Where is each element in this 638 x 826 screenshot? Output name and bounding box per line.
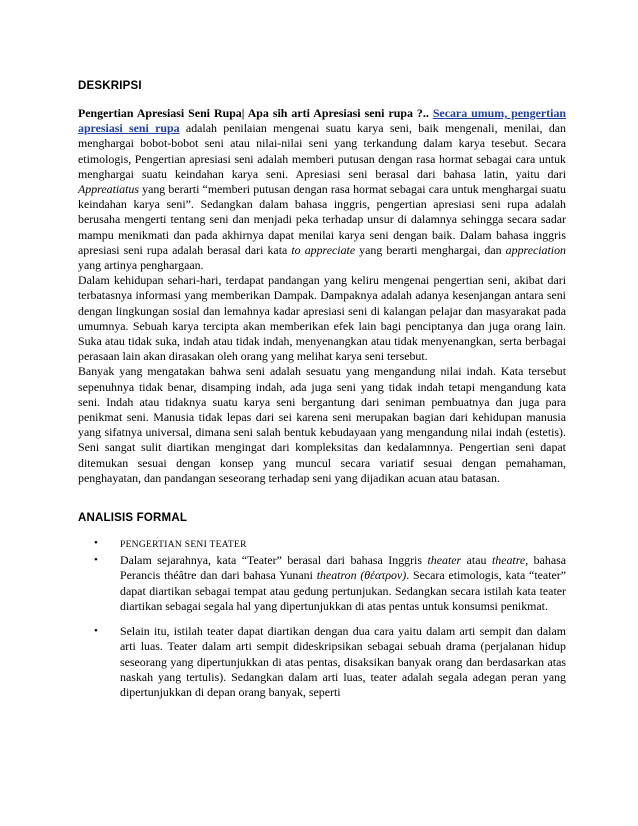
list-item bbox=[94, 624, 566, 700]
italic-to-appreciate: to appreciate bbox=[291, 242, 356, 257]
bullet-2-text-2: atau bbox=[461, 553, 492, 568]
bullet-1-text: PENGERTIAN SENI TEATER bbox=[120, 540, 247, 551]
list-item bbox=[94, 536, 566, 553]
bullet-3-text: Selain itu, istilah teater dapat diartikan dengan dua cara yaitu dalam arti sempit dan dalam arti luas. Teater dalam arti sempit dideskripsikan sebagai sebuah drama (perjalanan hidup seseorang yang dipertunjukkan di atas pentas, disaksikan banyak orang dan berdasarkan atas naskah yang tertulis). Sedangkan dalam arti luas, teater adalah segala adegan peran yang dipertunjukkan di depan orang banyak, seperti bbox=[120, 624, 566, 699]
hyperlink-secara-umum[interactable]: Secara umum, pengertian apresiasi seni rupa bbox=[78, 106, 566, 136]
bullet-icon: • bbox=[94, 537, 98, 550]
paragraph-1-text-2: yang berarti “memberi putusan dengan rasa hormat sebagai cara untuk menghargai suatu keindahan karya seni”. Sedangkan dalam bahasa inggris, pengertian apresiasi seni rupa adalah berusaha mengerti tentang seni dan menjadi peka terhadap unsur di dalamnya sehingga secara sadar mampu menikmati dan pada akhirnya dapat menilai karya seni dengan baik. Dalam bahasa inggris apresiasi seni rupa adalah berasal dari kata bbox=[78, 182, 566, 257]
section-heading-analisis-formal: ANALISIS FORMAL bbox=[78, 512, 188, 525]
paragraph-1 bbox=[78, 106, 566, 273]
list-item bbox=[94, 553, 567, 614]
bullet-2-text-1: Dalam sejarahnya, kata “Teater” berasal dari bahasa Inggris bbox=[120, 553, 428, 568]
italic-theatre: theatre bbox=[491, 553, 526, 568]
paragraph-1-text-1: adalah penilaian mengenai suatu karya seni, baik mengenali, menilai, dan menghargai bobot-bobot seni atau nilai-nilai seni yang terkandung dalam karya tesebut. Secara etimologis, Pengertian apresiasi seni adalah memberi putusan dengan rasa hormat sebagai cara untuk menghargai suatu keindahan karya seni. Apresiasi seni berasal dari bahasa latin, yaitu dari bbox=[78, 121, 566, 181]
deskripsi-body bbox=[78, 106, 566, 486]
analisis-bullet-list bbox=[78, 536, 566, 700]
paragraph-1-text-3: yang berarti menghargai, dan bbox=[355, 242, 506, 257]
section-heading-deskripsi: DESKRIPSI bbox=[78, 80, 142, 92]
italic-appreatiatus: Appreatiatus bbox=[78, 182, 139, 197]
lead-title: Pengertian Apresiasi Seni Rupa| Apa sih arti Apresiasi seni rupa ?.. bbox=[78, 106, 429, 120]
bullet-icon: • bbox=[94, 625, 98, 638]
italic-theater: theater bbox=[427, 553, 462, 568]
bullet-icon: • bbox=[94, 554, 98, 567]
bullet-2-text-4: . Secara etimologis, kata “teater” dapat diartikan sebagai tempat atau gedung pertunjukan. Sedangkan secara istilah kata teater diartikan sebagai segala hal yang dipertunjukkan di atas pentas untuk konsumsi penikmat. bbox=[120, 568, 567, 613]
paragraph-2: Dalam kehidupan sehari-hari, terdapat pandangan yang keliru mengenai pengertian seni, akibat dari terbatasnya informasi yang memberikan Dampak. Dampaknya adalah adanya kesenjangan antara seni dengan lingkungan sosial dan lemahnya kadar apresiasi seni di kalangan pelajar dan masyarakat pada umumnya. Sebuah karya tercipta akan memberikan efek lain bagi penciptanya dan juga orang lain. Suka atau tidak suka, indah atau tidak indah, menyenangkan atau tidak menyenangkan, serta berbagai perasaan lain akan dirasakan oleh orang yang melihat karya seni tersebut. bbox=[78, 273, 566, 364]
italic-theatron: theatron (θέατρον) bbox=[316, 568, 407, 583]
italic-appreciation: appreciation bbox=[505, 242, 566, 257]
bullet-2-text-3: , bahasa Perancis théâtre dan dari bahasa Yunani bbox=[120, 553, 566, 583]
paragraph-3: Banyak yang mengatakan bahwa seni adalah sesuatu yang mengandung nilai indah. Kata tersebut sepenuhnya tidak benar, disamping indah, ada juga seni yang tidak indah tetapi mengandung kata seni. Indah atau tidaknya suatu karya seni bergantung dari seniman pembuatnya dan juga para penikmat seni. Manusia tidak lepas dari sei karena seni merupakan bagian dari kehidupan manusia yang sifatnya universal, dimana seni salah bentuk kebudayaan yang mengandung nilai indah (estetis). Seni sangat sulit diartikan mengingat dari kompleksitas dan kedalamnnya. Pengertian seni dapat ditemukan sesuai dengan konsep yang muncul secara variatif sesuai dengan pemahaman, penghayatan, dan pandangan seseorang terhadap seni yang dijadikan acuan atau batasan. bbox=[78, 364, 566, 485]
paragraph-1-text-4: yang artinya penghargaan. bbox=[78, 258, 204, 273]
